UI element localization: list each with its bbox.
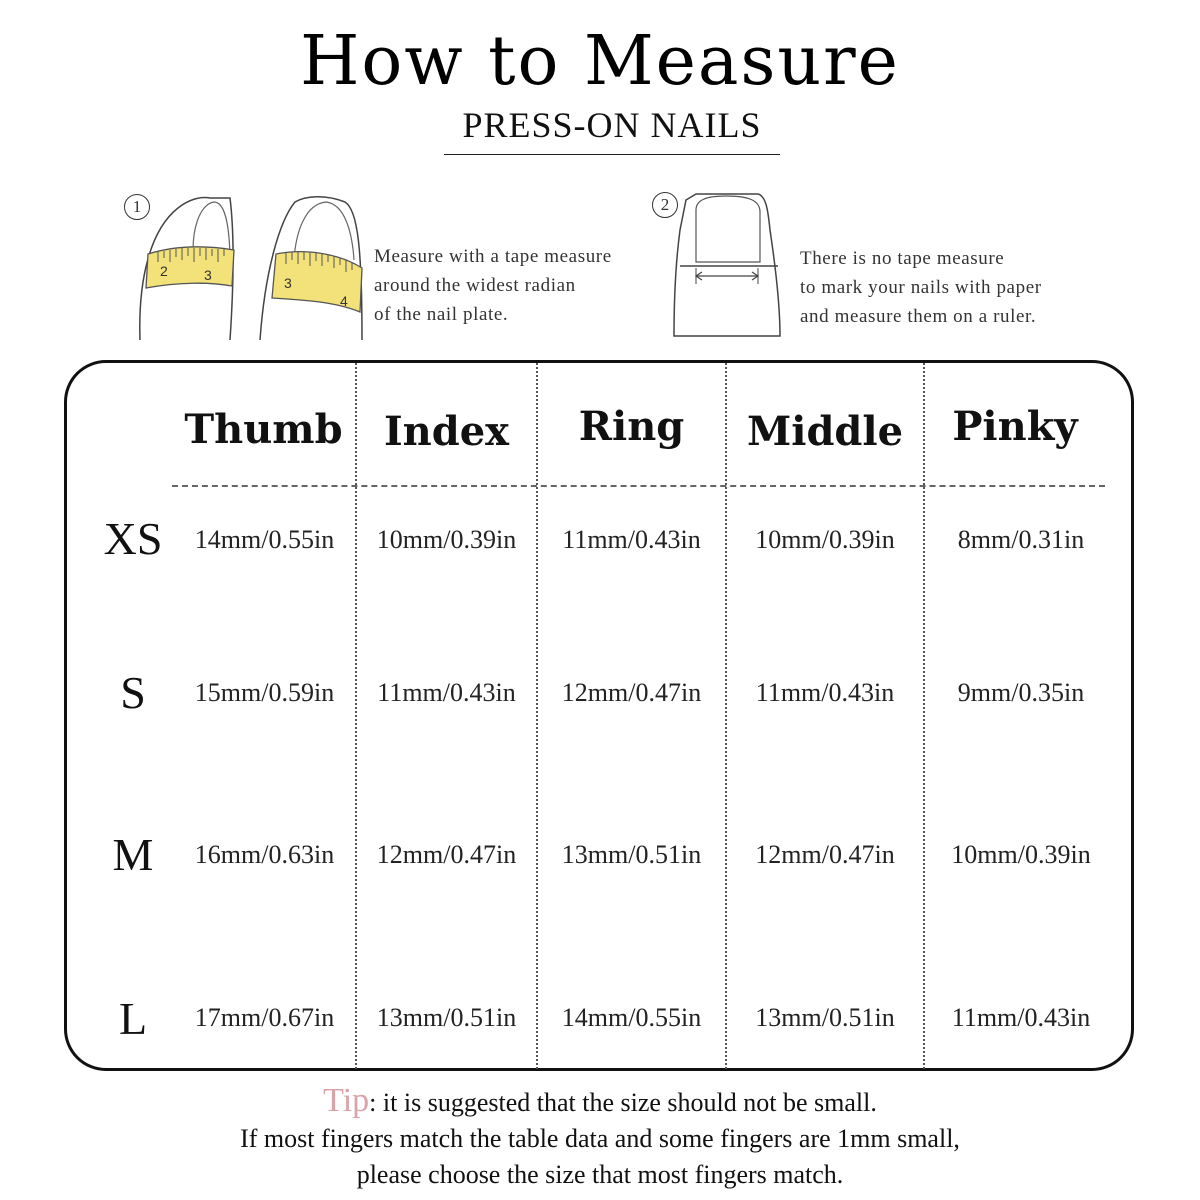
- column-divider: [923, 363, 925, 1069]
- table-cell: 16mm/0.63in: [194, 840, 335, 869]
- table-cell: 11mm/0.43in: [951, 1003, 1091, 1032]
- row-label-s: S: [120, 667, 146, 718]
- table-cell: 10mm/0.39in: [376, 525, 517, 554]
- step-2-line-2: to mark your nails with paper: [800, 277, 1042, 298]
- table-cell: 13mm/0.51in: [376, 1003, 517, 1032]
- tape-2-number-a: 3: [284, 275, 292, 291]
- finger-outline: [674, 194, 780, 336]
- table-cell: 14mm/0.55in: [561, 1003, 702, 1032]
- tip-text-1: it is suggested that the size should not be small.: [376, 1088, 877, 1117]
- table-cell: 11mm/0.43in: [377, 678, 516, 707]
- step-2-number: 2: [652, 192, 678, 218]
- column-divider: [355, 363, 357, 1069]
- tip-line-2: If most fingers match the table data and some fingers are 1mm small,: [240, 1124, 960, 1153]
- size-table: [64, 360, 1134, 1071]
- row-label-m: M: [112, 829, 154, 880]
- page-subtitle: PRESS-ON NAILS: [444, 104, 780, 155]
- table-cell: 8mm/0.31in: [957, 525, 1085, 554]
- tape-1-number-b: 3: [204, 267, 212, 283]
- tip-line-3: please choose the size that most fingers match.: [356, 1160, 844, 1189]
- table-cell: 17mm/0.67in: [194, 1003, 335, 1032]
- column-header-thumb: Thumb: [184, 406, 343, 453]
- table-cell: 12mm/0.47in: [755, 840, 895, 869]
- step-1-line-3: of the nail plate.: [374, 304, 509, 325]
- step-1-line-2: around the widest radian: [374, 275, 576, 296]
- table-cell: 12mm/0.47in: [376, 840, 517, 869]
- tip-label: Tip: [323, 1082, 370, 1119]
- row-label-xs: XS: [103, 513, 163, 564]
- header-divider: [172, 485, 1105, 487]
- column-header-middle: Middle: [746, 408, 904, 455]
- tape-1-number-a: 2: [160, 263, 168, 279]
- column-divider: [725, 363, 727, 1069]
- step-2-line-1: There is no tape measure: [800, 248, 1005, 269]
- table-cell: 9mm/0.35in: [957, 678, 1085, 707]
- column-header-index: Index: [383, 408, 510, 455]
- tape-2-number-b: 4: [340, 293, 348, 309]
- table-cell: 10mm/0.39in: [755, 525, 895, 554]
- column-header-pinky: Pinky: [952, 403, 1078, 450]
- step-2-line-3: and measure them on a ruler.: [800, 306, 1037, 327]
- table-cell: 14mm/0.55in: [194, 525, 335, 554]
- finger-tape-illustration: [130, 190, 370, 345]
- table-cell: 12mm/0.47in: [561, 678, 702, 707]
- step-1-line-1: Measure with a tape measure: [374, 246, 612, 267]
- column-header-ring: Ring: [578, 403, 685, 450]
- table-cell: 13mm/0.51in: [561, 840, 702, 869]
- nail-paper-illustration: [666, 190, 796, 340]
- table-cell: 11mm/0.43in: [755, 678, 895, 707]
- table-cell: 15mm/0.59in: [194, 678, 335, 707]
- table-cell: 13mm/0.51in: [755, 1003, 895, 1032]
- step-1-instructions: [374, 242, 612, 329]
- step-1-number: 1: [124, 194, 150, 220]
- column-divider: [536, 363, 538, 1069]
- page-title: How to Measure: [300, 22, 900, 101]
- tip-separator: :: [369, 1088, 377, 1117]
- step-2-instructions: [800, 244, 1042, 331]
- tip-line-1: [0, 1082, 1200, 1120]
- table-cell: 11mm/0.43in: [562, 525, 701, 554]
- table-cell: 10mm/0.39in: [951, 840, 1091, 869]
- row-label-l: L: [118, 993, 148, 1044]
